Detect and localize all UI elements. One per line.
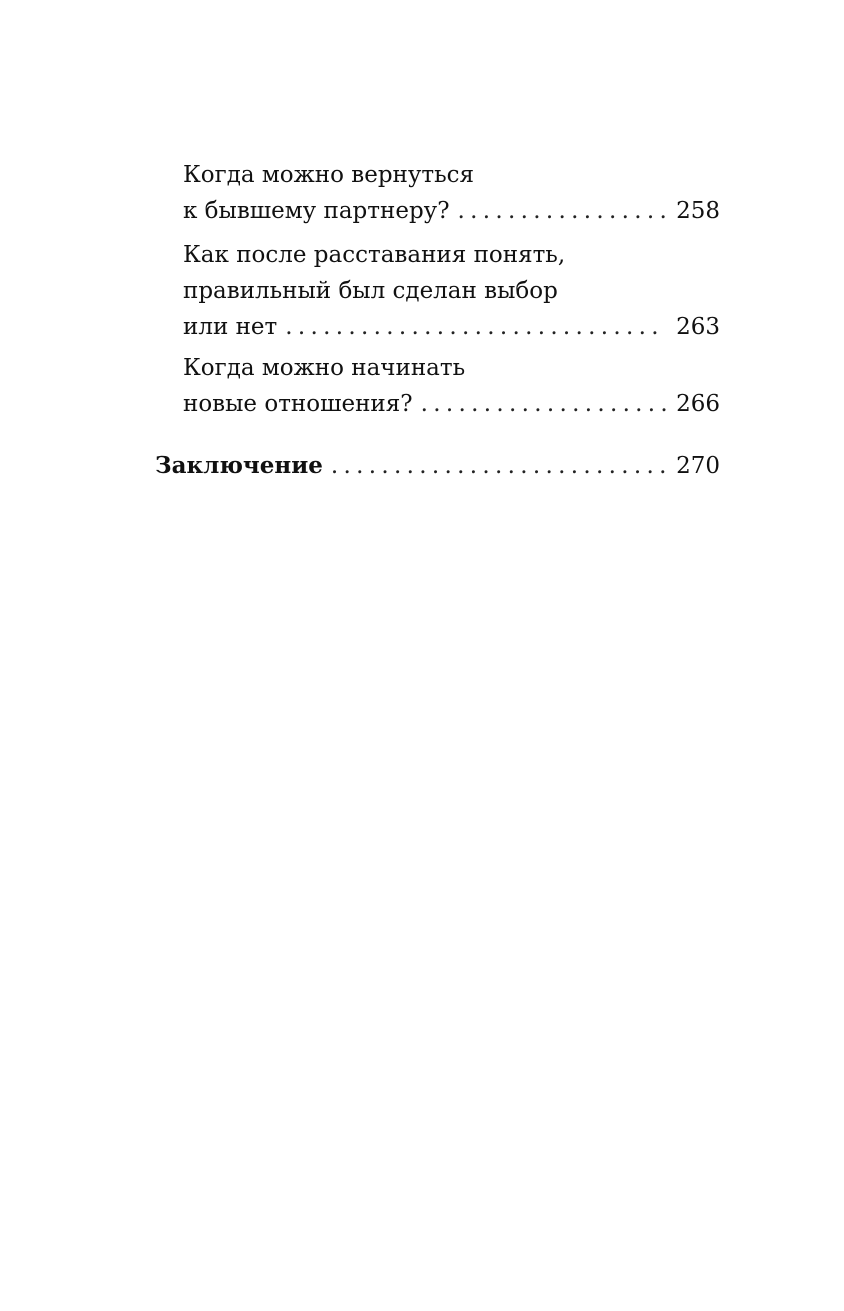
toc-entry-right-choice[interactable] (183, 237, 720, 345)
dot-leader (458, 193, 667, 229)
dot-leader (285, 309, 666, 345)
toc-entry-return-to-ex[interactable] (183, 157, 720, 229)
toc-entry-conclusion[interactable] (155, 448, 720, 484)
toc-entry-title-line: новые отношения? (183, 391, 413, 417)
toc-entry-title-line: или нет (183, 314, 278, 340)
toc-chapter-title: Заключение (155, 452, 323, 479)
toc-entry-new-relationship[interactable] (183, 350, 720, 422)
toc-entry-title-line: Когда можно вернуться (183, 162, 475, 188)
toc-entry-last-line (183, 309, 720, 345)
toc-page-number: 263 (676, 314, 720, 340)
toc-page-number: 270 (676, 453, 720, 479)
toc-entry-title-line: Когда можно начинать (183, 355, 466, 381)
toc-entry-title-line: Как после расставания понять, (183, 242, 566, 268)
toc-entry-title-line: правильный был сделан выбор (183, 278, 558, 304)
dot-leader (421, 386, 666, 422)
toc-entry-last-line (183, 193, 720, 229)
toc-entry-title-line: к бывшему партнеру? (183, 198, 450, 224)
toc-entry-last-line (155, 448, 720, 484)
toc-entry-last-line (183, 386, 720, 422)
toc-page-number: 266 (676, 391, 720, 417)
dot-leader (331, 448, 666, 484)
toc-page-number: 258 (676, 198, 720, 224)
